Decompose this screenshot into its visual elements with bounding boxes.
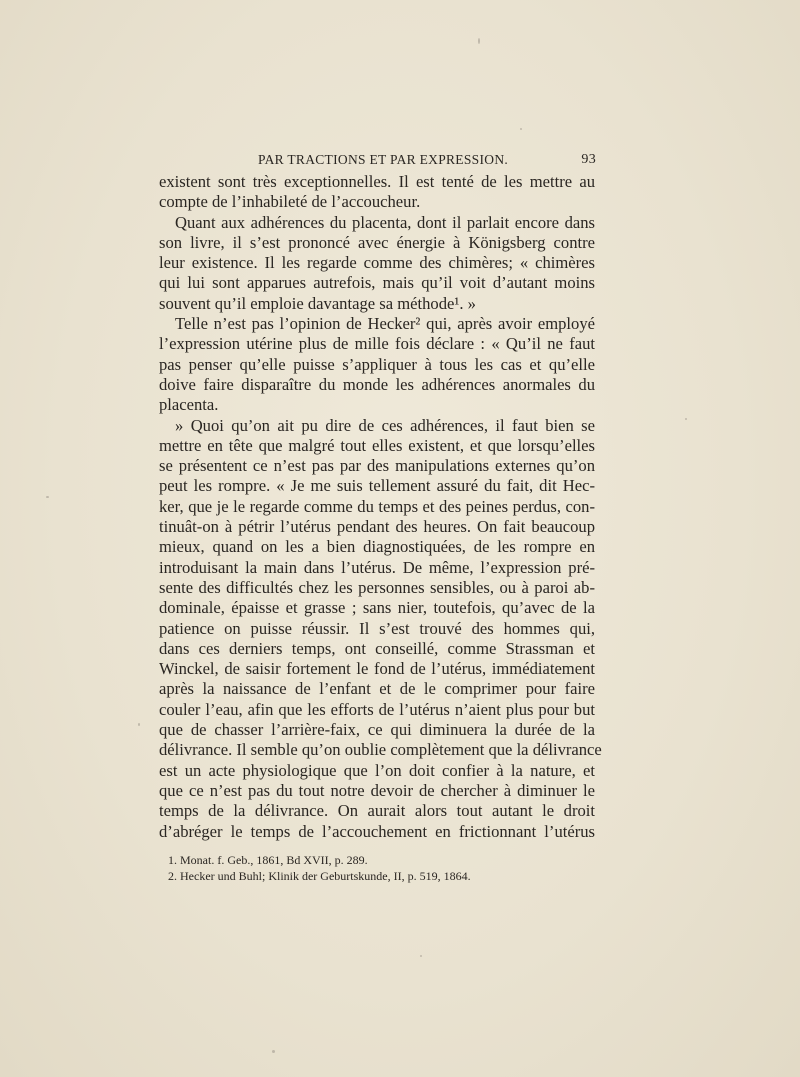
text-line: patience on puisse réussir. Il s’est trouvé des hommes qui, [159,618,595,638]
text-line: d’abréger le temps de l’accouchement en frictionnant l’utérus [159,821,595,841]
text-line: qui lui sont apparues autrefois, mais qu’il voit d’autant moins [159,273,595,293]
text-line: Winckel, de saisir fortement le fond de l’utérus, immédiatement [159,659,595,679]
text-line: introduisant la main dans l’utérus. De même, l’expression pré- [159,557,595,577]
paper-spot [420,955,422,957]
running-title: PAR TRACTIONS ET PAR EXPRESSION. [258,152,509,167]
main-text [159,172,602,842]
text-line: dans ces derniers temps, ont conseillé, comme Strassman et [159,638,595,658]
running-header [160,152,596,170]
text-line: mieux, quand on les a bien diagnostiquées, de les rompre en [159,537,595,557]
text-line: après la naissance de l’enfant et de le comprimer pour faire [159,679,595,699]
text-line: placenta. [159,395,219,415]
text-line: peut les rompre. « Je me suis tellement assuré du fait, dit Hec- [159,476,595,496]
text-line: Telle n’est pas l’opinion de Hecker² qui, après avoir employé [175,314,595,334]
paper-spot [478,38,480,44]
text-line: » Quoi qu’on ait pu dire de ces adhérences, il faut bien se [175,415,595,435]
text-line: ker, que je le regarde comme du temps et des peines perdus, con- [159,496,595,516]
text-line: dominale, épaisse et grasse ; sans nier, toutefois, qu’avec de la [159,598,595,618]
text-line: mettre en tête que malgré tout elles existent, et que lorsqu’elles [159,435,595,455]
text-line: temps de la délivrance. On aurait alors tout autant le droit [159,801,595,821]
footnote-1: 1. Monat. f. Geb., 1861, Bd XVII, p. 289. [168,853,368,867]
text-line: délivrance. Il semble qu’on oublie complètement que la délivrance [159,740,602,760]
text-line: souvent qu’il emploie davantage sa méthode¹. » [159,293,476,313]
paper-spot [272,1050,275,1053]
text-line: leur existence. Il les regarde comme des chimères; « chimères [159,253,595,273]
text-line: couler l’eau, afin que les efforts de l’utérus n’aient plus pour but [159,699,595,719]
paper-spot [520,128,522,130]
text-line: est un acte physiologique que l’on doit confier à la nature, et [159,760,595,780]
text-line: se présentent ce n’est pas par des manipulations externes qu’on [159,456,595,476]
text-line: doive faire disparaître du monde les adhérences anormales du [159,374,595,394]
text-line: que ce n’est pas du tout notre devoir de chercher à diminuer le [159,780,595,800]
paper-spot [138,723,140,726]
text-line: que de chasser l’arrière-faix, ce qui diminuera la durée de la [159,720,595,740]
paper-spot [46,496,49,498]
paper-spot [685,418,687,420]
text-line: Quant aux adhérences du placenta, dont il parlait encore dans [175,212,595,232]
text-line: existent sont très exceptionnelles. Il est tenté de les mettre au [159,172,595,191]
text-line: l’expression utérine plus de mille fois déclare : « Qu’il ne faut [159,334,595,354]
footnote-2: 2. Hecker und Buhl; Klinik der Geburtskunde, II, p. 519, 1864. [168,869,471,883]
text-line: tinuât-on à pétrir l’utérus pendant des heures. On fait beaucoup [159,517,595,537]
text-line: son livre, il s’est prononcé avec énergie à Königsberg contre [159,232,595,252]
page-number: 93 [581,152,596,167]
text-line: pas penser qu’elle puisse s’appliquer à tous les cas et qu’elle [159,354,595,374]
text-line: compte de l’inhabileté de l’accoucheur. [159,192,421,212]
text-line: sente des difficultés chez les personnes sensibles, ou à paroi ab- [159,577,595,597]
